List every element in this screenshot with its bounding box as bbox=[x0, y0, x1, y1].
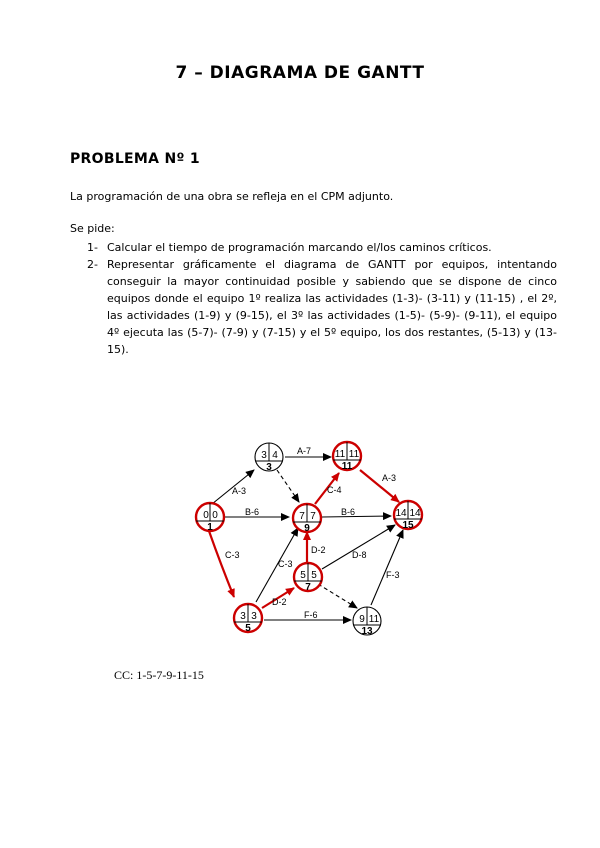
node-late-time: 7 bbox=[310, 511, 316, 522]
node-early-time: 0 bbox=[203, 510, 209, 521]
node-early-time: 9 bbox=[359, 614, 365, 625]
node-id: 15 bbox=[402, 520, 414, 531]
node-late-time: 3 bbox=[251, 611, 257, 622]
edge-13-15 bbox=[371, 530, 403, 605]
node-1 bbox=[196, 503, 224, 533]
activity-label: D-8 bbox=[352, 550, 367, 560]
activity-label: D-2 bbox=[311, 545, 326, 555]
node-late-time: 4 bbox=[272, 450, 278, 461]
node-5 bbox=[234, 604, 262, 634]
edge-9-15 bbox=[322, 516, 391, 517]
node-early-time: 3 bbox=[240, 611, 246, 622]
task-text: Representar gráficamente el diagrama de GANTT por equipos, intentando conseguir la mayor continuidad posible y sabiendo que se dispone de cinco equipos donde el equipo 1º realiza las actividades (1-3)- (3-11) y (11-15) , el 2º, las actividades (1-9) y (9-15), el 3º las actividades (1-5)- (5-9)- (9-11), el equipo 4º ejecuta las (5-7)- (7-9) y (7-15) y el 5º equipo, los dos restantes, (5-13) y (13-15). bbox=[107, 258, 557, 356]
task-number: 1- bbox=[87, 241, 98, 254]
intro-paragraph: La programación de una obra se refleja en el CPM adjunto. bbox=[70, 190, 394, 203]
activity-label: C-3 bbox=[225, 550, 240, 560]
task-number: 2- bbox=[87, 258, 98, 271]
edge-1-5 bbox=[209, 531, 234, 597]
activity-label: B-6 bbox=[245, 507, 260, 517]
task-text: Calcular el tiempo de programación marcando el/los caminos críticos. bbox=[107, 241, 492, 254]
node-early-time: 11 bbox=[334, 449, 346, 460]
activity-label: A-3 bbox=[382, 473, 397, 483]
edge-7-15 bbox=[322, 525, 395, 569]
node-early-time: 7 bbox=[299, 511, 305, 522]
node-early-time: 3 bbox=[261, 450, 267, 461]
node-id: 7 bbox=[305, 582, 311, 593]
activity-label: F-6 bbox=[304, 610, 318, 620]
node-id: 5 bbox=[245, 623, 251, 634]
activity-label: F-3 bbox=[386, 570, 400, 580]
node-id: 1 bbox=[207, 522, 213, 533]
activity-label: B-6 bbox=[341, 507, 356, 517]
node-7 bbox=[294, 563, 322, 593]
node-late-time: 5 bbox=[311, 570, 317, 581]
node-id: 9 bbox=[304, 523, 310, 534]
node-late-time: 11 bbox=[368, 614, 380, 625]
activity-label: A-3 bbox=[232, 486, 247, 496]
node-id: 3 bbox=[266, 462, 272, 473]
node-id: 11 bbox=[341, 461, 353, 472]
node-early-time: 14 bbox=[395, 508, 407, 519]
activity-label: C-3 bbox=[278, 559, 293, 569]
activity-label: C-4 bbox=[327, 485, 342, 495]
node-late-time: 14 bbox=[409, 508, 421, 519]
node-11 bbox=[333, 442, 361, 472]
network-edges bbox=[209, 457, 403, 620]
node-late-time: 0 bbox=[212, 510, 218, 521]
node-early-time: 5 bbox=[300, 570, 306, 581]
node-late-time: 11 bbox=[348, 449, 360, 460]
edge-3-9-dummy bbox=[277, 470, 299, 502]
node-3 bbox=[255, 443, 283, 473]
problem-heading: PROBLEMA Nº 1 bbox=[70, 151, 200, 167]
document-title: 7 – DIAGRAMA DE GANTT bbox=[175, 63, 425, 83]
activity-label: D-2 bbox=[272, 597, 287, 607]
edge-7-13-dummy bbox=[318, 584, 357, 608]
node-13 bbox=[353, 607, 381, 637]
node-15 bbox=[394, 501, 422, 531]
node-id: 13 bbox=[361, 626, 373, 637]
critical-path-label: CC: 1-5-7-9-11-15 bbox=[114, 668, 204, 682]
activity-label: A-7 bbox=[297, 446, 312, 456]
se-pide-label: Se pide: bbox=[70, 222, 115, 235]
node-9 bbox=[293, 504, 321, 534]
